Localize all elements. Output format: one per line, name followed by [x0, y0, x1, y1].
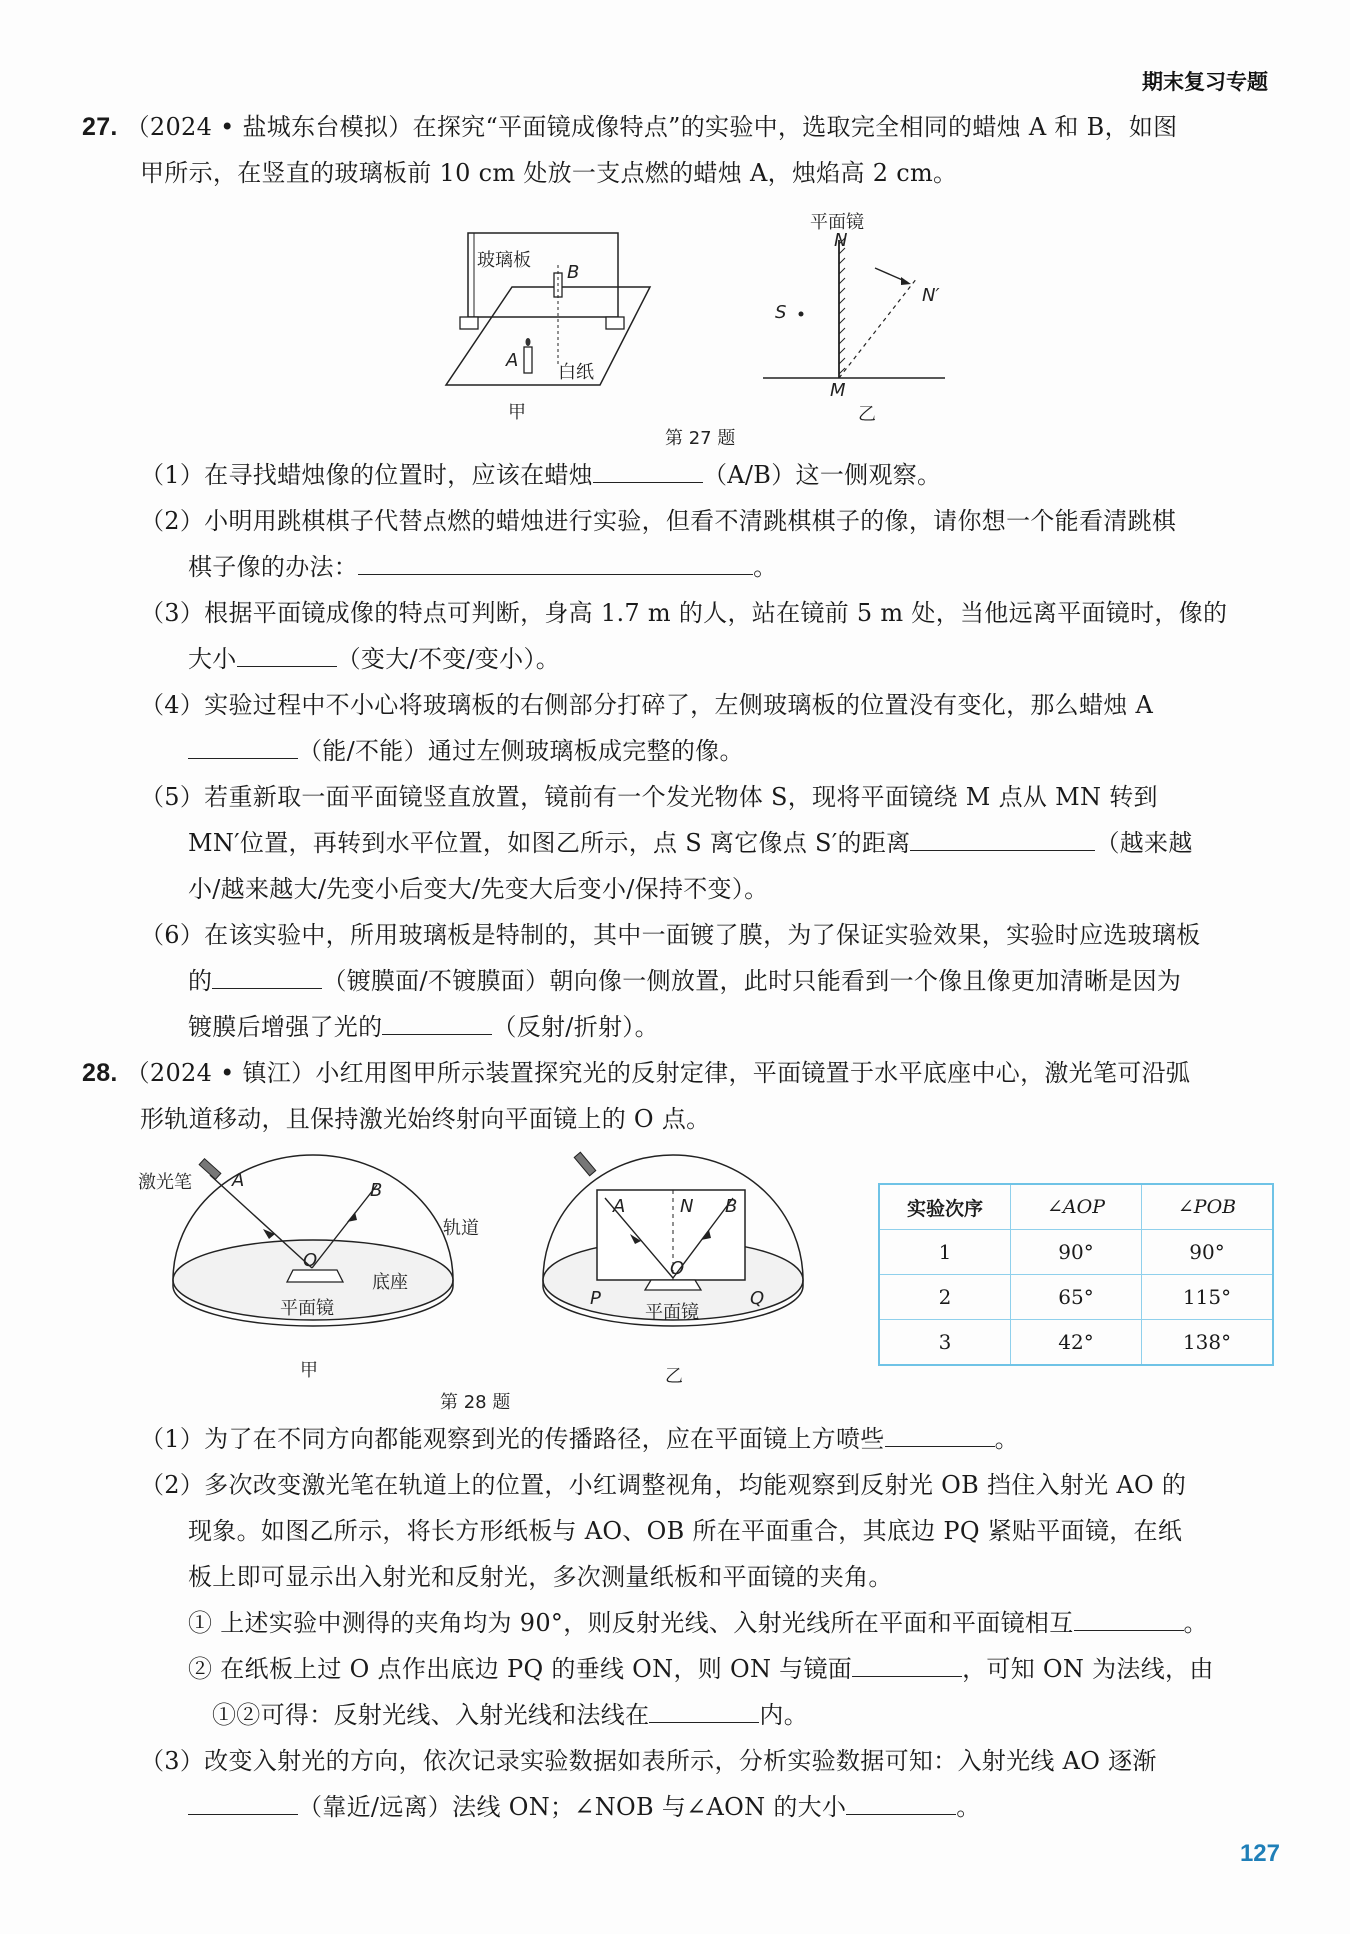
q27-p2-text: 小明用跳棋棋子代替点燃的蜡烛进行实验，但看不清跳棋棋子的像，请你想一个能看清跳棋 [204, 507, 1177, 535]
table-cell: 138° [1142, 1320, 1274, 1366]
table-header-aop: ∠AOP [1011, 1184, 1142, 1230]
q27-n-label: N [834, 230, 848, 251]
q28-part-2-sub-1 [188, 1608, 1208, 1638]
q28-part-2-sub-2-line-1 [188, 1654, 1214, 1684]
q27-p4-label: （4） [140, 691, 205, 719]
q27-figure-caption: 第 27 题 [665, 428, 736, 449]
q27-p6-text-b: 的 [188, 967, 213, 995]
q28-p2-2-text-end: 内。 [759, 1701, 809, 1729]
q27-jia-caption: 甲 [508, 402, 526, 423]
q27-p5-text-b: MN′位置，再转到水平位置，如图乙所示，点 S 离它像点 S′的距离 [188, 829, 911, 857]
q28-yi-a-label: A [613, 1196, 626, 1217]
answer-blank[interactable] [910, 828, 1095, 851]
q27-part-3-line-1 [140, 598, 1227, 628]
table-cell: 90° [1142, 1230, 1274, 1275]
q27-p3-text-end: （变大/不变/变小）。 [336, 645, 561, 673]
q28-yi-p-label: P [590, 1288, 601, 1309]
q27-p2-label: （2） [140, 507, 205, 535]
q27-paper-label: 白纸 [558, 362, 594, 383]
table-cell: 3 [879, 1320, 1011, 1366]
answer-blank[interactable] [852, 1654, 962, 1677]
q28-part-3-line-1 [140, 1746, 1157, 1776]
q28-part-2-line-3: 板上即可显示出入射光和反射光，多次测量纸板和平面镜的夹角。 [188, 1563, 893, 1591]
page-number: 127 [1239, 1840, 1280, 1867]
q27-yi-caption: 乙 [858, 404, 876, 425]
q28-p2-text: 多次改变激光笔在轨道上的位置，小红调整视角，均能观察到反射光 OB 挡住入射光 AO 的 [204, 1471, 1187, 1499]
q27-p6-text-c: （镀膜面/不镀膜面）朝向像一侧放置，此时只能看到一个像且像更加清晰是因为 [322, 967, 1182, 995]
answer-blank[interactable] [382, 1012, 492, 1035]
q28-jia-mirror-label: 平面镜 [280, 1298, 334, 1319]
q27-figure-jia [440, 225, 660, 415]
q28-part-1 [140, 1424, 1019, 1454]
q28-p2-1-text-end: 。 [1183, 1609, 1208, 1637]
answer-blank[interactable] [885, 1424, 995, 1447]
q27-part-2-line-2 [188, 552, 777, 582]
q27-part-5-line-3: 小/越来越大/先变小后变大/先变大后变小/保持不变）。 [188, 875, 769, 903]
q27-part-1 [140, 460, 941, 490]
table-row [879, 1230, 1273, 1275]
answer-blank[interactable] [188, 1792, 298, 1815]
q27-p2-text-b: 棋子像的办法： [188, 553, 359, 581]
answer-blank[interactable] [593, 460, 703, 483]
q27-p4-text-end: （能/不能）通过左侧玻璃板成完整的像。 [298, 737, 744, 765]
q27-part-6-line-1 [140, 920, 1200, 950]
q27-p3-text-b: 大小 [188, 645, 237, 673]
q27-number: 27. [82, 113, 118, 141]
answer-blank[interactable] [1074, 1608, 1184, 1631]
q28-p2-label: （2） [140, 1471, 205, 1499]
q27-p1-label: （1） [140, 461, 205, 489]
q27-part-4-line-1 [140, 690, 1153, 720]
q27-p1-text: 在寻找蜡烛像的位置时，应该在蜡烛 [204, 461, 593, 489]
q28-yi-mirror-label: 平面镜 [645, 1302, 699, 1323]
q28-p3-text-b: （靠近/远离）法线 ON；∠NOB 与∠AON 的大小 [298, 1793, 847, 1821]
q28-p1-label: （1） [140, 1425, 205, 1453]
q28-jia-caption: 甲 [300, 1360, 318, 1381]
table-cell: 1 [879, 1230, 1011, 1275]
q28-yi-q-label: Q [750, 1288, 765, 1309]
q28-yi-caption: 乙 [665, 1366, 683, 1387]
answer-blank[interactable] [358, 552, 753, 575]
q28-p3-text-end: 。 [956, 1793, 981, 1821]
q28-figure-caption: 第 28 题 [440, 1392, 511, 1413]
q27-m-label: M [830, 380, 846, 401]
q27-p5-text-c: （越来越 [1095, 829, 1193, 857]
answer-blank[interactable] [846, 1792, 956, 1815]
q27-p5-text: 若重新取一面平面镜竖直放置，镜前有一个发光物体 S，现将平面镜绕 M 点从 MN 转到 [204, 783, 1158, 811]
q27-p6-text-d: 镀膜后增强了光的 [188, 1013, 383, 1041]
q28-p3-text: 改变入射光的方向，依次记录实验数据如表所示，分析实验数据可知：入射光线 AO 逐渐 [204, 1747, 1157, 1775]
q28-p1-text: 为了在不同方向都能观察到光的传播路径，应在平面镜上方喷些 [204, 1425, 885, 1453]
q27-p6-text: 在该实验中，所用玻璃板是特制的，其中一面镀了膜，为了保证实验效果，实验时应选玻璃板 [204, 921, 1201, 949]
answer-blank[interactable] [649, 1700, 759, 1723]
q27-s-label: S [775, 302, 787, 323]
q28-intro-text-1: （2024 • 镇江）小红用图甲所示装置探究光的反射定律，平面镜置于水平底座中心，激光笔可沿弧 [125, 1059, 1191, 1087]
q28-part-2-sub-2-line-2 [212, 1700, 808, 1730]
q28-jia-b-label: B [370, 1180, 383, 1201]
q28-intro-line-2: 形轨道移动，且保持激光始终射向平面镜上的 O 点。 [140, 1105, 711, 1133]
q27-candle-a-label: A [506, 350, 519, 371]
answer-blank[interactable] [237, 644, 337, 667]
q27-n-prime-label: N′ [922, 285, 940, 306]
q27-p4-text: 实验过程中不小心将玻璃板的右侧部分打碎了，左侧玻璃板的位置没有变化，那么蜡烛 A [204, 691, 1154, 719]
table-header-pob: ∠POB [1142, 1184, 1274, 1230]
q28-yi-o-label: O [670, 1258, 685, 1279]
q27-figure-yi [755, 230, 965, 390]
q27-part-5-line-1 [140, 782, 1158, 812]
q28-jia-o-label: O [303, 1250, 318, 1271]
q27-part-2-line-1 [140, 506, 1176, 536]
q28-yi-n-label: N [680, 1196, 694, 1217]
q27-glass-label: 玻璃板 [477, 250, 531, 271]
table-cell: 65° [1011, 1275, 1142, 1320]
q28-laser-label: 激光笔 [138, 1172, 192, 1193]
q28-jia-a-label: A [232, 1170, 245, 1191]
q27-part-3-line-2 [188, 644, 560, 674]
table-row [879, 1320, 1273, 1366]
q27-candle-b-label: B [567, 262, 580, 283]
table-header-order: 实验次序 [879, 1184, 1011, 1230]
q28-number: 28. [82, 1059, 118, 1087]
table-header-row [879, 1184, 1273, 1230]
table-cell: 42° [1011, 1320, 1142, 1366]
q27-p6-label: （6） [140, 921, 205, 949]
q28-part-3-line-2 [188, 1792, 981, 1822]
table-row [879, 1275, 1273, 1320]
q27-p3-text: 根据平面镜成像的特点可判断，身高 1.7 m 的人，站在镜前 5 m 处，当他远离平面镜时，像的 [204, 599, 1228, 627]
section-header: 期末复习专题 [1142, 70, 1268, 94]
q28-p2-2-text-b: ，可知 ON 为法线，由 [962, 1655, 1214, 1683]
table-cell: 2 [879, 1275, 1011, 1320]
q27-p2-text-end: 。 [753, 553, 778, 581]
q27-p6-text-end: （反射/折射）。 [492, 1013, 659, 1041]
q27-intro-line-2: 甲所示，在竖直的玻璃板前 10 cm 处放一支点燃的蜡烛 A，烛焰高 2 cm。 [140, 159, 958, 187]
q27-p3-label: （3） [140, 599, 205, 627]
q27-mirror-label: 平面镜 [810, 212, 864, 233]
q28-yi-b-label: B [725, 1196, 738, 1217]
q27-part-6-line-2 [188, 966, 1181, 996]
answer-blank[interactable] [188, 736, 298, 759]
q27-p1-text-end: （A/B）这一侧观察。 [702, 461, 942, 489]
q28-part-2-line-2: 现象。如图乙所示，将长方形纸板与 AO、OB 所在平面重合，其底边 PQ 紧贴平面镜，在纸 [188, 1517, 1183, 1545]
q27-p5-label: （5） [140, 783, 205, 811]
q28-data-table [878, 1183, 1274, 1366]
q27-intro-text-1: （2024 • 盐城东台模拟）在探究“平面镜成像特点”的实验中，选取完全相同的蜡烛 A 和 B，如图 [125, 113, 1178, 141]
q28-intro-line-1 [82, 1058, 1190, 1088]
answer-blank[interactable] [212, 966, 322, 989]
q27-part-6-line-3 [188, 1012, 659, 1042]
q28-p3-label: （3） [140, 1747, 205, 1775]
q28-p2-2-text-c: ①②可得：反射光线、入射光线和法线在 [212, 1701, 650, 1729]
q27-part-4-line-2 [188, 736, 744, 766]
q27-part-5-line-2 [188, 828, 1193, 858]
table-cell: 90° [1011, 1230, 1142, 1275]
q28-part-2-line-1 [140, 1470, 1186, 1500]
q28-base-label: 底座 [372, 1272, 408, 1293]
table-cell: 115° [1142, 1275, 1274, 1320]
q27-intro-line-1 [82, 112, 1177, 142]
q28-track-label: 轨道 [443, 1218, 479, 1239]
q28-p2-2-text: ② 在纸板上过 O 点作出底边 PQ 的垂线 ON，则 ON 与镜面 [188, 1655, 853, 1683]
q28-p1-text-end: 。 [994, 1425, 1019, 1453]
q28-p2-1-text: ① 上述实验中测得的夹角均为 90°，则反射光线、入射光线所在平面和平面镜相互 [188, 1609, 1074, 1637]
